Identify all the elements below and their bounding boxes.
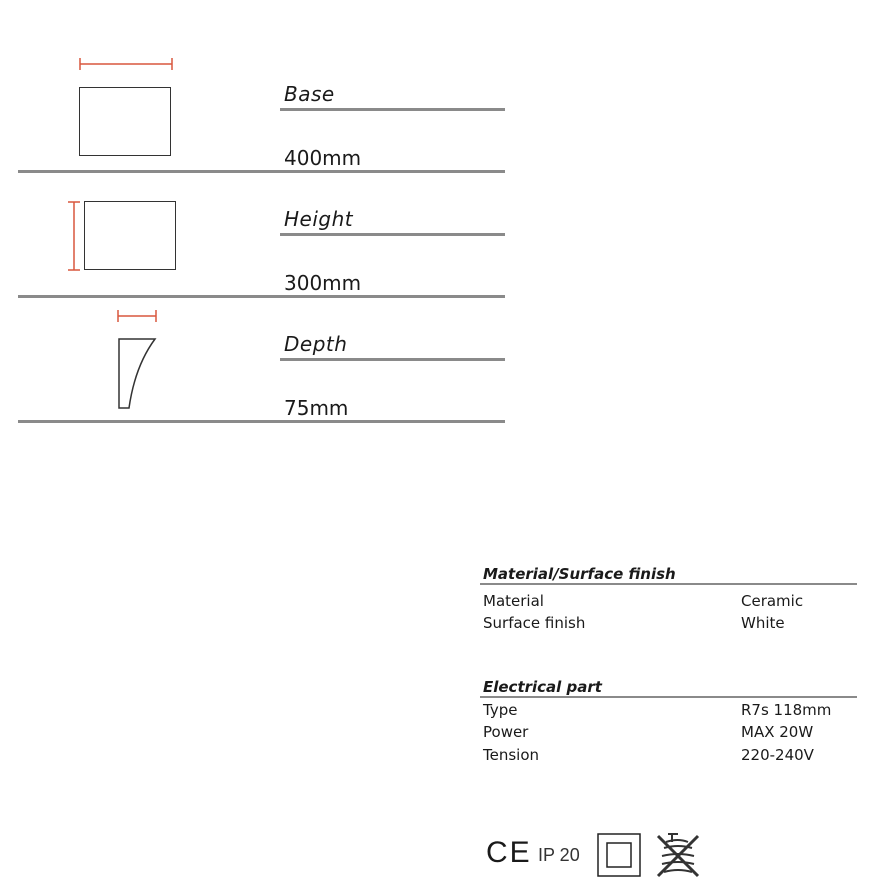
spec-key: Type <box>483 701 518 719</box>
divider <box>480 696 857 698</box>
height-label: Height <box>284 207 354 231</box>
electrical-heading: Electrical part <box>483 678 602 696</box>
divider <box>480 583 857 585</box>
ip-rating: IP 20 <box>538 845 580 865</box>
base-label: Base <box>284 82 335 106</box>
spec-value: White <box>741 614 785 632</box>
spec-key: Material <box>483 592 544 610</box>
depth-marker-icon <box>115 308 159 324</box>
divider <box>280 358 505 361</box>
height-shape-icon <box>84 201 176 270</box>
height-marker-icon <box>66 200 82 272</box>
spec-value: 220-240V <box>741 746 814 764</box>
divider <box>280 108 505 111</box>
spec-value: MAX 20W <box>741 723 814 741</box>
divider <box>18 295 505 298</box>
height-value: 300mm <box>284 271 362 295</box>
depth-label: Depth <box>284 332 348 356</box>
class-ii-double-insulation-icon <box>596 832 642 878</box>
spec-key: Tension <box>483 746 540 764</box>
base-shape-icon <box>79 87 171 156</box>
no-insulation-covering-icon <box>654 830 702 880</box>
depth-value: 75mm <box>284 396 349 420</box>
depth-profile-icon <box>115 336 159 412</box>
divider <box>18 420 505 423</box>
material-heading: Material/Surface finish <box>483 565 676 583</box>
divider <box>18 170 505 173</box>
base-value: 400mm <box>284 146 362 170</box>
spec-key: Power <box>483 723 529 741</box>
width-marker-icon <box>76 56 176 72</box>
spec-value: Ceramic <box>741 592 804 610</box>
ce-mark-icon: CE <box>486 836 532 869</box>
divider <box>280 233 505 236</box>
spec-key: Surface finish <box>483 614 586 632</box>
spec-value: R7s 118mm <box>741 701 832 719</box>
